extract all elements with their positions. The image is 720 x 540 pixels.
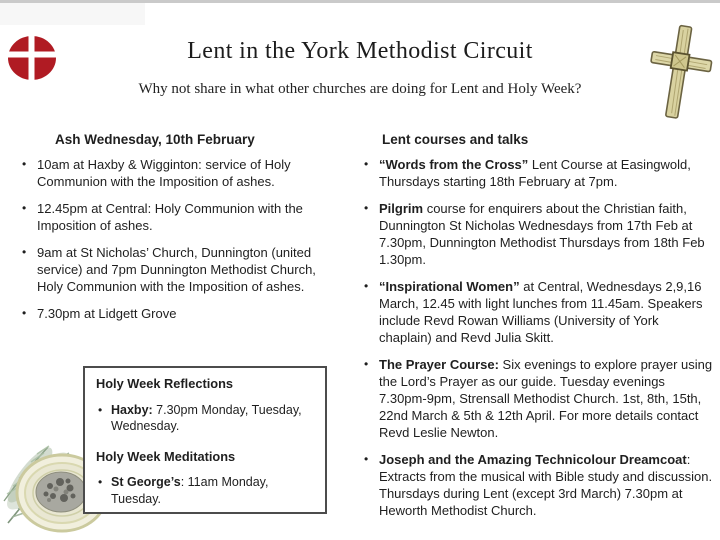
left-column-heading: Ash Wednesday, 10th February <box>55 132 255 147</box>
bullet-text <box>379 451 713 519</box>
holy-week-box <box>83 366 327 514</box>
bullet-rest-text: Six evenings to explore prayer using the Lord’s Prayer as our guide. Tuesday evenings 7.30pm-9pm, Strensall Methodist Church. 1st, 8th, 15th, 22nd March & 5th & 12th April. For more details contact Revd Leslie Newton. <box>379 357 713 440</box>
bullet-text: 10am at Haxby & Wigginton: service of Holy Communion with the Imposition of ashes. <box>37 157 291 189</box>
bullet-icon: • <box>98 402 103 417</box>
bullet-icon: • <box>364 201 369 215</box>
bullet-icon: • <box>22 245 27 259</box>
bullet-text <box>379 200 713 268</box>
bullet-bold-text: Haxby: <box>111 402 153 417</box>
bullet-text: 12.45pm at Central: Holy Communion with the Imposition of ashes. <box>37 201 303 233</box>
left-column <box>20 131 325 332</box>
bullet-rest-text: 7.30pm Monday, Tuesday, Wednesday. <box>111 402 302 433</box>
list-item <box>20 200 325 234</box>
holy-week-meditations-heading: Holy Week Meditations <box>96 448 236 464</box>
page-subtitle: Why not share in what other churches are doing for Lent and Holy Week? <box>138 81 582 97</box>
bullet-rest-text: at Central, Wednesdays 2,9,16 March, 12.45 with light lunches from 11.45am. Speakers include Revd Rowan Williams (University of York chaplain) and Revd Julia Skitt. <box>379 279 703 345</box>
bullet-icon: • <box>22 306 27 320</box>
bullet-text <box>379 156 713 190</box>
list-item <box>20 156 325 190</box>
bullet-text <box>111 402 317 435</box>
bullet-bold-text: The Prayer Course: <box>379 357 499 372</box>
bullet-text <box>111 474 317 507</box>
list-item <box>96 402 317 435</box>
bullet-bold-text: Pilgrim <box>379 201 424 216</box>
bullet-bold-text: “Inspirational Women” <box>379 279 520 294</box>
bullet-icon: • <box>364 357 369 371</box>
right-column-heading: Lent courses and talks <box>382 132 529 147</box>
page-title: Lent in the York Methodist Circuit <box>187 38 533 64</box>
bullet-rest-text: : 11am Monday, Tuesday. <box>111 475 269 506</box>
palm-cross-icon <box>642 20 718 132</box>
bullet-rest-text: : Extracts from the musical with Bible study and discussion. Thursdays during Lent (except 3rd March) 7.30pm at Heworth Methodist Church. <box>379 452 713 518</box>
list-item <box>96 474 317 507</box>
bullet-icon: • <box>364 157 369 171</box>
bullet-bold-text: Joseph and the Amazing Technicolour Dreamcoat <box>379 452 687 467</box>
bullet-rest-text: course for enquirers about the Christian faith, Dunnington St Nicholas Wednesdays from 17th Feb at 7.30pm, Dunnington Methodist Thursdays from 18th Feb 1.30pm. <box>379 201 705 267</box>
bullet-rest-text: Lent Course at Easingwold, Thursdays starting 18th February at 7pm. <box>379 157 691 189</box>
bullet-icon: • <box>22 157 27 171</box>
list-item <box>362 278 713 346</box>
bullet-icon: • <box>364 452 369 466</box>
list-item <box>20 305 325 322</box>
bullet-text <box>379 356 713 441</box>
bullet-text: 9am at St Nicholas’ Church, Dunnington (united service) and 7pm Dunnington Methodist Church, Holy Communion with the Imposition of ashes. <box>37 245 316 294</box>
bullet-text <box>379 278 713 346</box>
list-item <box>20 244 325 295</box>
right-column <box>362 131 713 529</box>
bullet-icon: • <box>98 475 103 489</box>
bullet-icon: • <box>364 279 369 293</box>
bullet-bold-text: St George’s <box>111 475 181 489</box>
bullet-text: 7.30pm at Lidgett Grove <box>37 306 177 321</box>
list-item <box>362 200 713 268</box>
list-item <box>362 156 713 190</box>
list-item <box>362 451 713 519</box>
bullet-icon: • <box>22 201 27 215</box>
bullet-bold-text: “Words from the Cross” <box>379 157 529 172</box>
list-item <box>362 356 713 441</box>
holy-week-reflections-heading: Holy Week Reflections <box>96 376 234 391</box>
scan-artifact <box>0 3 145 25</box>
